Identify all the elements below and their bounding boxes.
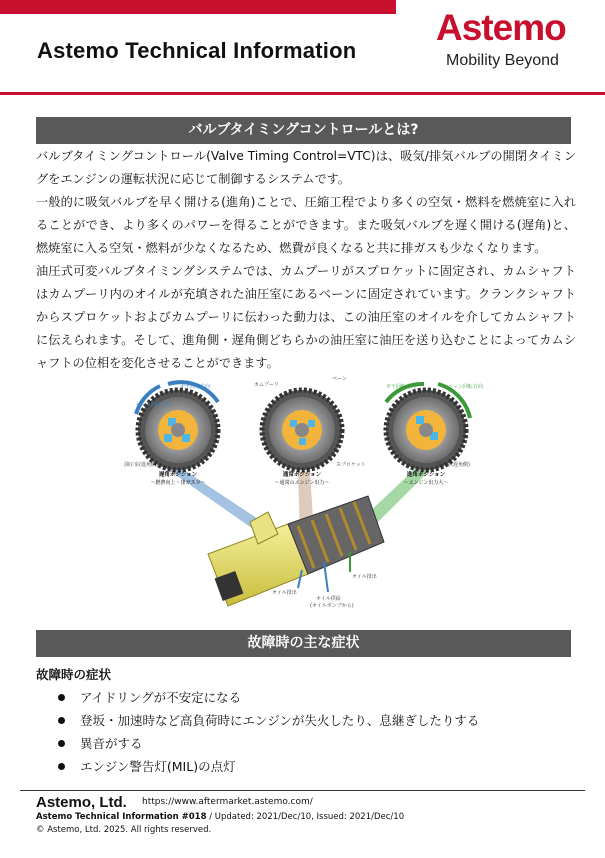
gear-normal: [262, 390, 342, 470]
list-item: [48, 686, 479, 709]
paragraph-intro: バルブタイミングコントロール(Valve Timing Control=VTC)は、吸気/排気バルブの開閉タイミングをエンジンの運転状況に応じて制御するシステムです。: [36, 149, 576, 186]
position-sub-advance: ～エンジン出力大～: [403, 480, 449, 486]
header-red-bar: [0, 0, 396, 14]
vtc-diagram: [118, 374, 490, 618]
logo-wordmark: Astemo: [436, 7, 566, 48]
footer-company: Astemo, Ltd.: [36, 794, 127, 811]
label-oil-supply-source: (オイルポンプから): [310, 603, 354, 609]
position-sub-normal: ～通常のエンジン出力～: [274, 480, 330, 486]
list-item: [48, 755, 479, 778]
symptom-text: アイドリングが不安定になる: [80, 690, 242, 705]
label-oil-drain-left: オイル排出: [272, 590, 297, 596]
label-left-arc: ベーン回転方向: [136, 402, 171, 408]
list-item: [48, 709, 479, 732]
label-right-arc: ギヤ回転方向: [386, 384, 417, 390]
footer-doc-number: Astemo Technical Information #018: [36, 812, 207, 822]
label-oil-supply: オイル供給: [316, 596, 341, 602]
logo-tagline: Mobility Beyond: [446, 52, 559, 69]
footer-document-info: [36, 812, 404, 822]
header-divider: [0, 92, 605, 95]
bullet-icon: [58, 694, 65, 701]
label-sprocket: スプロケット: [336, 462, 366, 468]
bullet-icon: [58, 763, 65, 770]
list-item: [48, 732, 479, 755]
position-title-retard: 遅角ポジション: [158, 472, 198, 478]
section-heading-symptoms: 故障時の主な症状: [36, 630, 571, 657]
footer-doc-dates: / Updated: 2021/Dec/10, Issued: 2021/Dec/10: [206, 812, 405, 822]
gear-advance: [386, 390, 466, 470]
label-chamber-retard: 油圧室(遅角側): [436, 462, 470, 468]
bullet-icon: [58, 717, 65, 724]
label-cam-pulley: カムプーリ: [254, 382, 279, 388]
position-sub-retard: ～燃費向上・排ガス少～: [150, 480, 206, 486]
label-chamber-advance: 油圧室(進角側): [124, 462, 158, 468]
paragraph-hydraulic-system: 油圧式可変バルブタイミングシステムでは、カムプーリがスプロケットに固定され、カムシャフトはカムプーリ内のオイルが充填された油圧室にあるベーンに固定されています。クランクシャフトからスプロケットおよびカムプーリに伝わった動力は、この油圧室のオイルを介してカムシャフトに伝えられます。そして、進角側・遅角側どちらかの油圧室に油圧を送り込むことによってカムシャフトの位相を変化させることができます。: [36, 264, 576, 370]
symptom-list: [48, 686, 479, 778]
footer-url-link[interactable]: https://www.aftermarket.astemo.com/: [142, 797, 313, 807]
label-oil-drain-right: オイル排出: [352, 574, 377, 580]
position-title-normal: 通常ポジション: [282, 472, 322, 478]
symptom-text: 登坂・加速時など高負荷時にエンジンが失火したり、息継ぎしたりする: [80, 713, 480, 728]
footer-divider: [20, 790, 585, 791]
position-title-advance: 進角ポジション: [406, 472, 446, 478]
footer-copyright: © Astemo, Ltd. 2025. All rights reserved.: [36, 825, 212, 835]
label-right-arc2: ベーン回転方向: [448, 384, 483, 390]
document-title: Astemo Technical Information: [37, 38, 357, 63]
astemo-logo: [436, 8, 596, 70]
paragraph-advance-retard: 一般的に吸気バルブを早く開ける(進角)ことで、圧縮工程でより多くの空気・燃料を燃焼室に入れることができ、より多くのパワーを得ることができます。また吸気バルブを遅く開ける(遅角)と、燃焼室に入る空気・燃料が少なくなるため、燃費が良くなると共に排ガスも少なくなります。: [36, 195, 576, 255]
bullet-icon: [58, 740, 65, 747]
symptom-list-title: 故障時の症状: [36, 667, 112, 682]
section-heading-vtc: バルブタイミングコントロールとは?: [36, 117, 571, 144]
label-left-arc2: ギヤ回転方向: [180, 384, 211, 390]
symptom-text: 異音がする: [80, 736, 143, 751]
symptom-text: エンジン警告灯(MIL)の点灯: [80, 759, 236, 774]
label-vane: ベーン: [332, 376, 347, 382]
